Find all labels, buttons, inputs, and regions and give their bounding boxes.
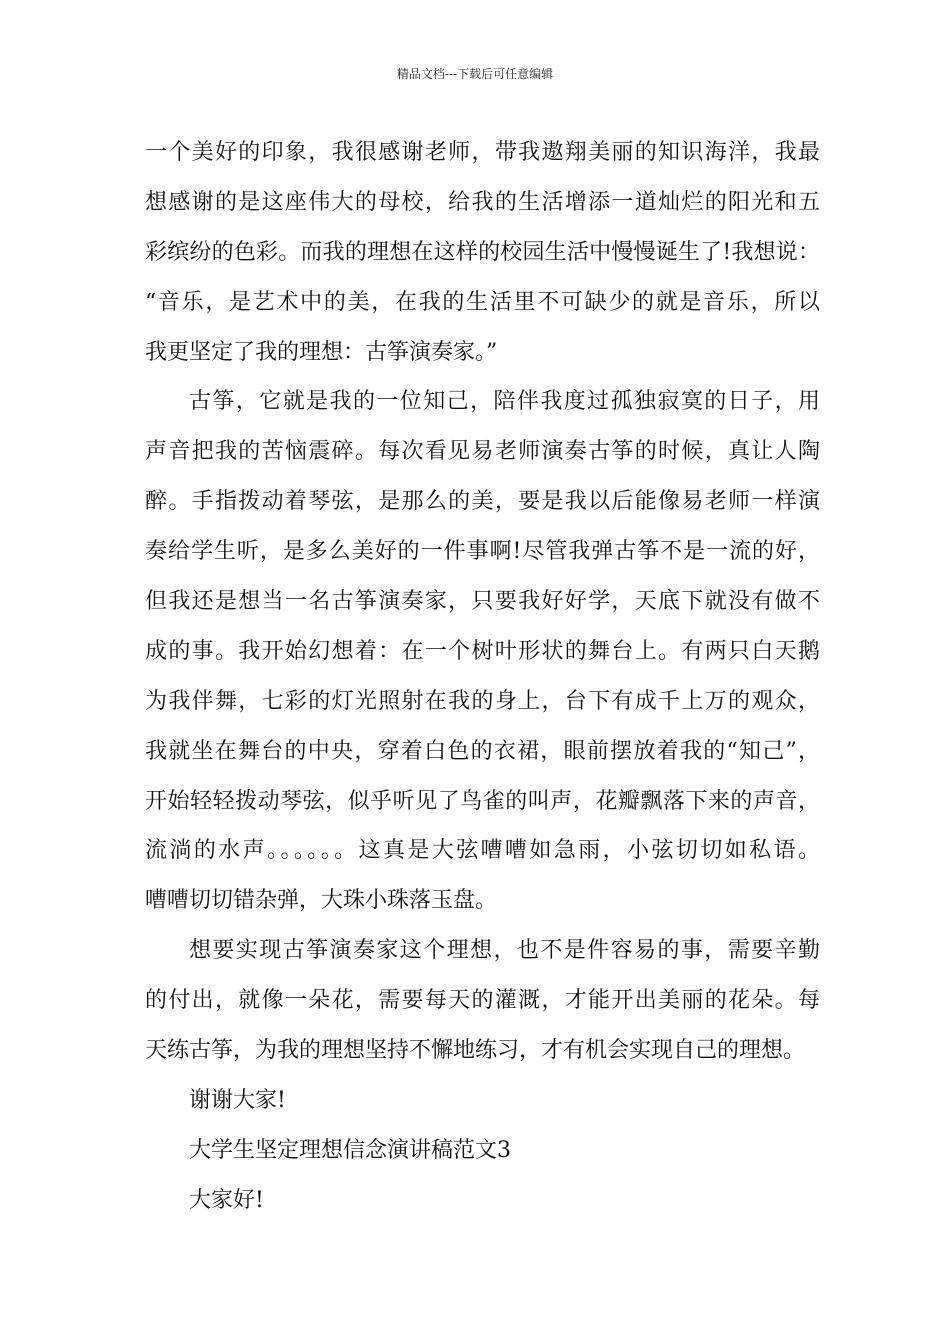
paragraph-3 bbox=[145, 926, 820, 1076]
document-body bbox=[145, 128, 820, 1226]
text-line: 我就坐在舞台的中央，穿着白色的衣裙，眼前摆放着我的“知己”， bbox=[145, 738, 820, 764]
text-line: 声音把我的苦恼震碎。每次看见易老师演奏古筝的时候，真让人陶 bbox=[145, 439, 820, 465]
text-line: 成的事。我开始幻想着：在一个树叶形状的舞台上。有两只白天鹅 bbox=[145, 638, 820, 664]
text-line: 我更坚定了我的理想：古筝演奏家。” bbox=[145, 339, 498, 365]
text-line: 的付出，就像一朵花，需要每天的灌溉，才能开出美丽的花朵。每 bbox=[145, 988, 820, 1014]
section-title bbox=[145, 1126, 820, 1176]
text-line: 一个美好的印象，我很感谢老师，带我遨翔美丽的知识海洋，我最 bbox=[145, 140, 820, 165]
text-line: 谢谢大家! bbox=[189, 1087, 286, 1113]
text-line: 古筝，它就是我的一位知己，陪伴我度过孤独寂寞的日子，用 bbox=[189, 389, 820, 415]
closing-thanks bbox=[145, 1076, 820, 1126]
text-line: 大家好! bbox=[189, 1187, 264, 1213]
text-line: 奏给学生听，是多么美好的一件事啊!尽管我弹古筝不是一流的好， bbox=[145, 539, 820, 565]
text-line: 天练古筝，为我的理想坚持不懈地练习，才有机会实现自己的理想。 bbox=[145, 1038, 806, 1064]
text-line: 开始轻轻拨动琴弦，似乎听见了鸟雀的叫声，花瓣飘落下来的声音， bbox=[145, 788, 820, 814]
page-header: 精品文档---下载后可任意编辑 bbox=[396, 67, 554, 81]
text-line: 彩缤纷的色彩。而我的理想在这样的校园生活中慢慢诞生了!我想说： bbox=[145, 239, 820, 265]
text-line: 为我伴舞，七彩的灯光照射在我的身上，台下有成千上万的观众， bbox=[145, 688, 820, 714]
text-line: 醉。手指拨动着琴弦，是那么的美，要是我以后能像易老师一样演 bbox=[145, 489, 820, 515]
paragraph-2 bbox=[145, 377, 820, 926]
text-line: 但我还是想当一名古筝演奏家，只要我好好学，天底下就没有做不 bbox=[145, 589, 820, 615]
text-line: 嘈嘈切切错杂弹，大珠小珠落玉盘。 bbox=[145, 888, 498, 914]
greeting bbox=[145, 1176, 820, 1226]
text-line: 想感谢的是这座伟大的母校，给我的生活增添一道灿烂的阳光和五 bbox=[145, 189, 820, 215]
text-line: “音乐，是艺术中的美，在我的生活里不可缺少的就是音乐，所以 bbox=[145, 289, 820, 315]
paragraph-1 bbox=[145, 128, 820, 377]
text-line: 流淌的水声。。。。。。这真是大弦嘈嘈如急雨，小弦切切如私语。 bbox=[145, 838, 820, 864]
text-line: 大学生坚定理想信念演讲稿范文3 bbox=[189, 1137, 511, 1163]
text-line: 想要实现古筝演奏家这个理想，也不是件容易的事，需要辛勤 bbox=[189, 938, 820, 964]
